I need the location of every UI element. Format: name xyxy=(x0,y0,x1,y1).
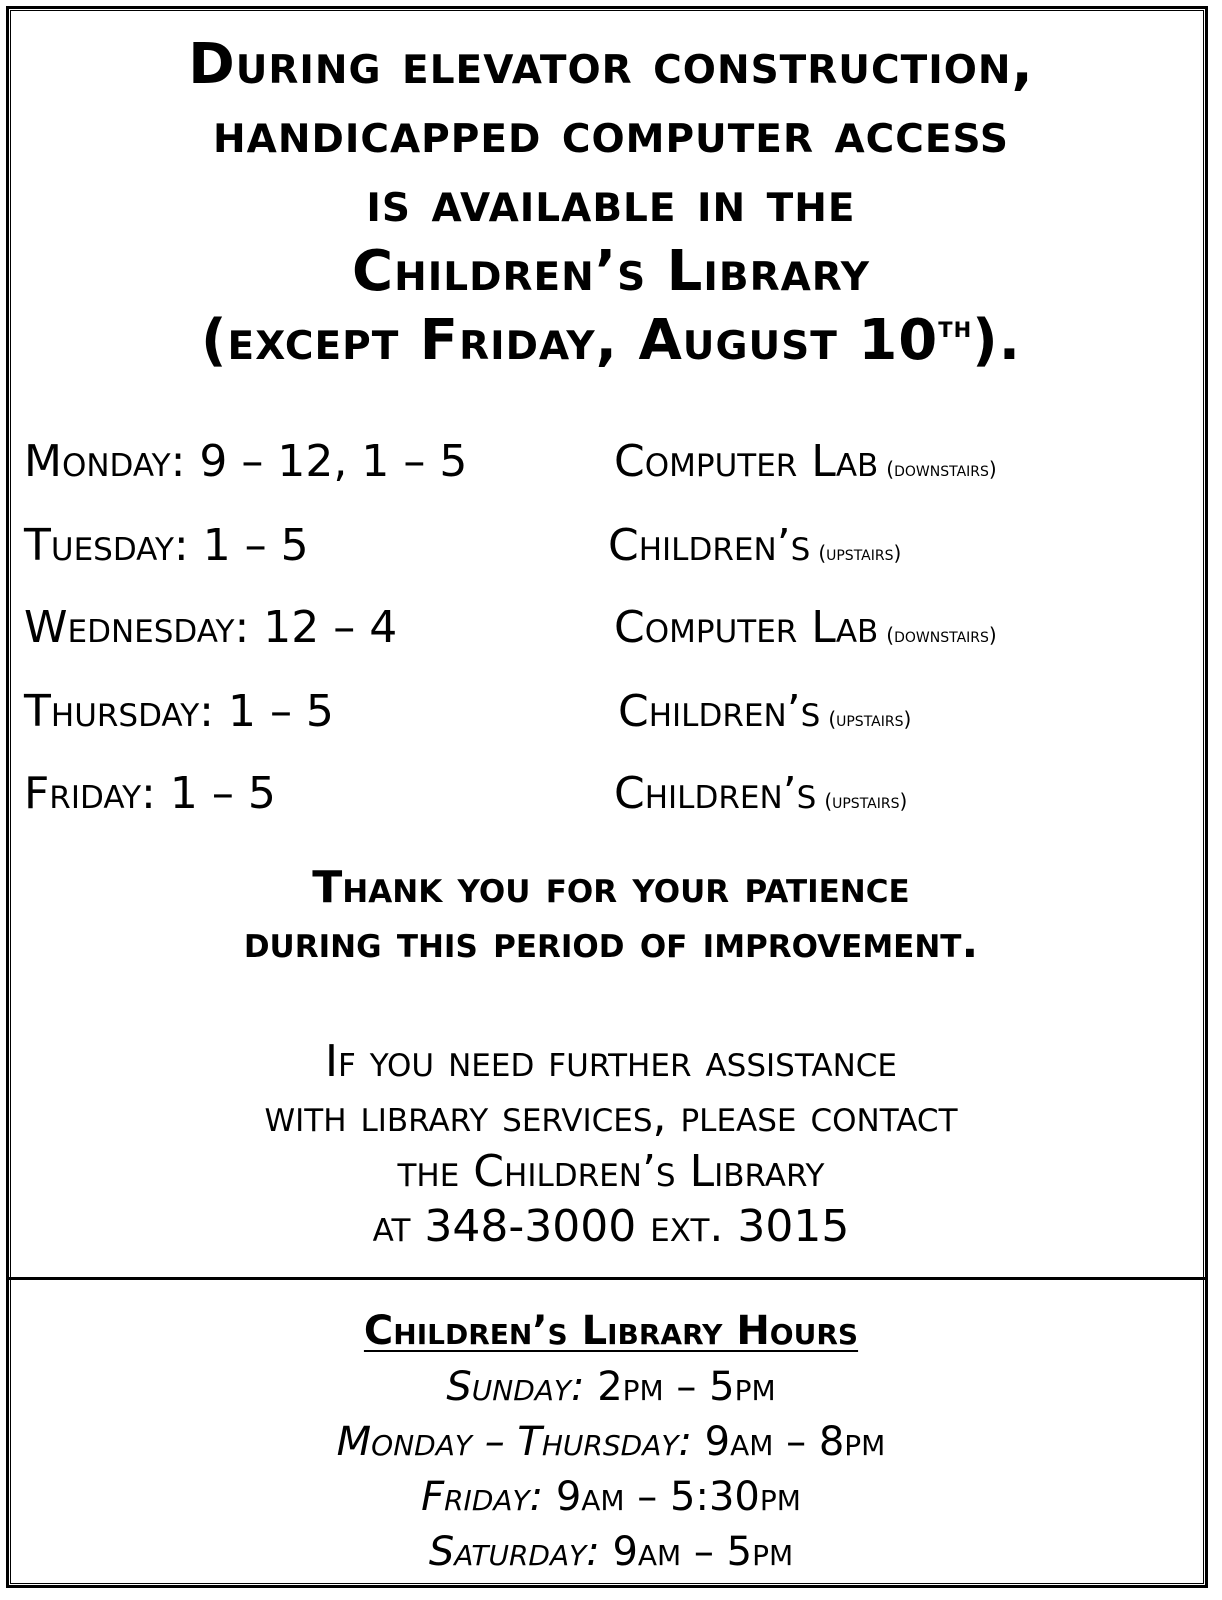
hours-title-text: Children’s Library Hours xyxy=(363,1308,859,1354)
location-note: (downstairs) xyxy=(886,623,997,647)
assistance-line-4: at 348-3000 ext. 3015 xyxy=(372,1201,850,1252)
assistance-line-2: with library services, please contact xyxy=(264,1091,958,1142)
thank-you-line-2: during this period of improvement. xyxy=(243,917,979,968)
schedule-location xyxy=(614,436,997,487)
assistance-line-1: If you need further assistance xyxy=(324,1036,898,1087)
section-divider xyxy=(6,1277,1208,1280)
thank-you-line-1: Thank you for your patience xyxy=(312,862,910,913)
schedule-location xyxy=(608,520,901,571)
location-note: (downstairs) xyxy=(886,457,997,481)
headline-line-2: handicapped computer access xyxy=(213,101,1009,166)
headline-line-4: Children’s Library xyxy=(352,239,870,304)
thank-you-message xyxy=(20,860,1202,970)
headline-line-1: During elevator construction, xyxy=(188,32,1034,97)
schedule-location xyxy=(618,686,911,737)
location-name: Computer Lab xyxy=(614,436,879,487)
schedule-day: Wednesday: 12 – 4 xyxy=(24,602,398,653)
location-note: (upstairs) xyxy=(824,789,908,813)
hours-day: Monday – Thursday: xyxy=(336,1419,692,1465)
headline xyxy=(20,30,1202,375)
location-name: Children’s xyxy=(618,686,821,737)
schedule-location xyxy=(614,602,997,653)
hours-row xyxy=(20,1360,1202,1415)
assistance-message xyxy=(20,1034,1202,1254)
schedule-day: Friday: 1 – 5 xyxy=(24,768,276,819)
headline-line-5-end: ). xyxy=(972,308,1022,373)
headline-line-5 xyxy=(20,306,1202,375)
hours-time: 9am – 5:30pm xyxy=(555,1474,801,1520)
location-note: (upstairs) xyxy=(818,541,902,565)
hours-time: 2pm – 5pm xyxy=(597,1364,776,1410)
schedule-day: Tuesday: 1 – 5 xyxy=(24,520,309,571)
hours-day: Sunday: xyxy=(446,1364,585,1410)
location-name: Computer Lab xyxy=(614,602,879,653)
hours-row xyxy=(20,1415,1202,1470)
location-name: Children’s xyxy=(608,520,811,571)
schedule-day: Monday: 9 – 12, 1 – 5 xyxy=(24,436,468,487)
schedule-day: Thursday: 1 – 5 xyxy=(24,686,334,737)
location-note: (upstairs) xyxy=(828,707,912,731)
hours-row xyxy=(20,1525,1202,1580)
hours-time: 9am – 8pm xyxy=(704,1419,886,1465)
hours-row xyxy=(20,1470,1202,1525)
location-name: Children’s xyxy=(614,768,817,819)
hours-day: Friday: xyxy=(421,1474,544,1520)
schedule-location xyxy=(614,768,907,819)
hours-day: Saturday: xyxy=(428,1529,600,1575)
hours-time: 9am – 5pm xyxy=(612,1529,794,1575)
hours-list xyxy=(20,1360,1202,1580)
headline-line-5-text: (except Friday, August 10 xyxy=(200,308,939,373)
hours-title xyxy=(20,1308,1202,1354)
assistance-line-3: the Children’s Library xyxy=(397,1146,825,1197)
headline-line-3: is available in the xyxy=(366,170,856,235)
ordinal-suffix: th xyxy=(938,310,973,345)
